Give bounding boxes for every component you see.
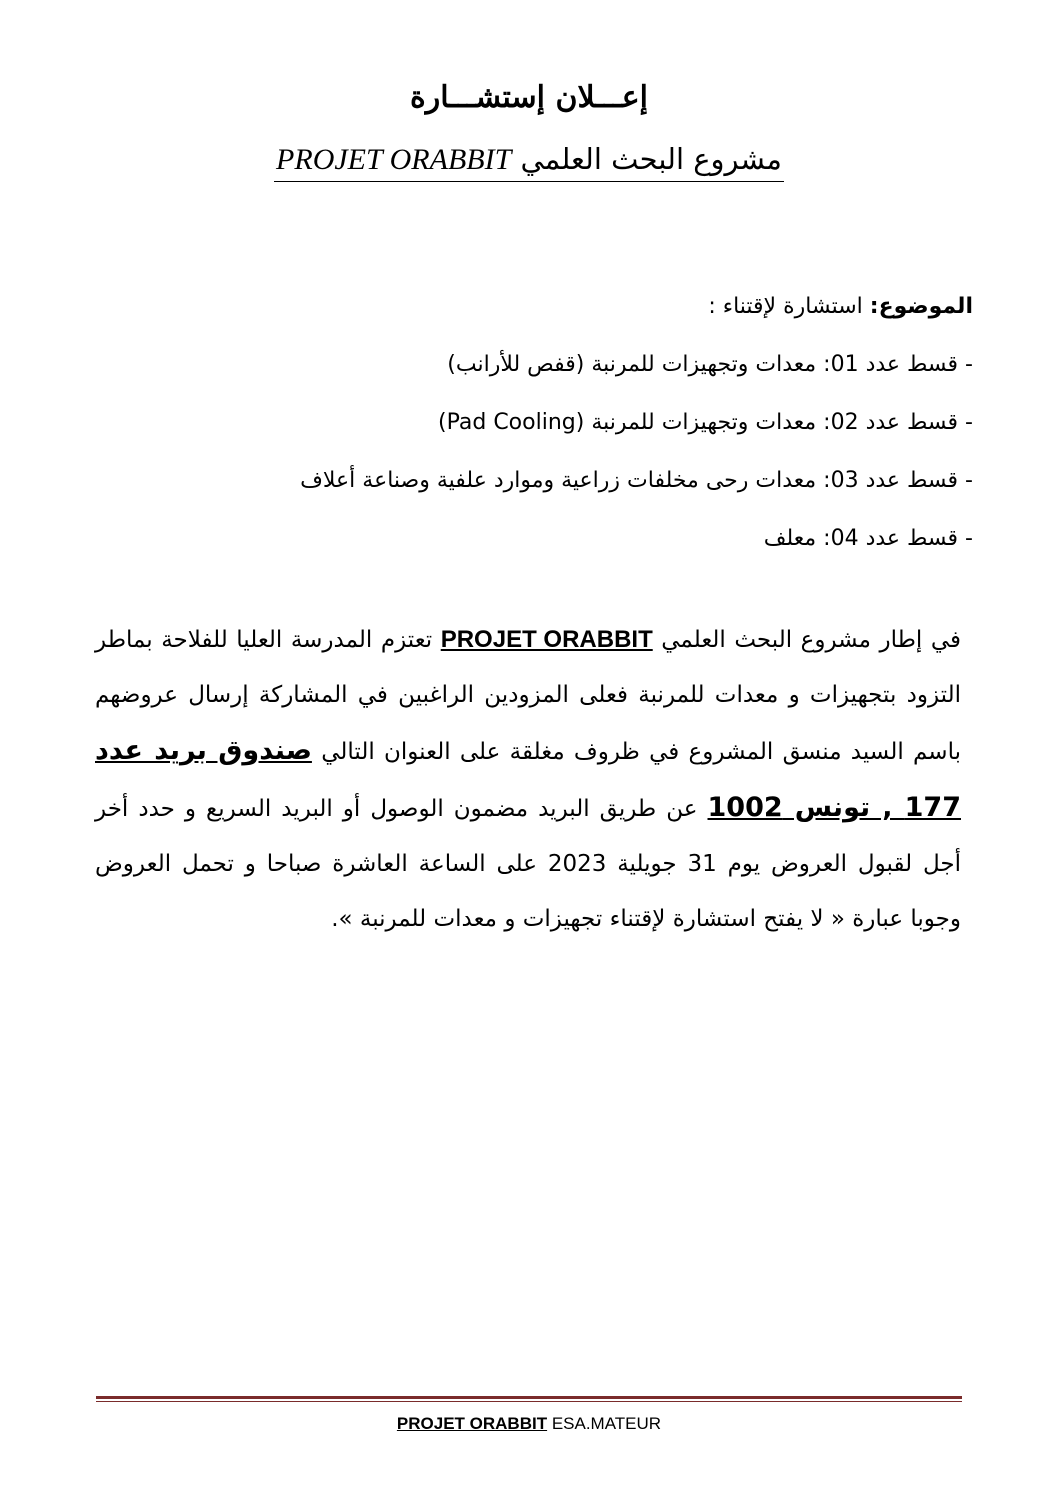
subtitle-arabic: مشروع البحث العلمي [520,142,782,176]
lot-item-3: - قسط عدد 03: معدات رحى مخلفات زراعية وموارد علفية وصناعة أعلاف [300,468,973,493]
subject-line [153,278,973,336]
paragraph-conclusion: عن طريق البريد مضمون الوصول أو البريد السريع و حدد أخر أجل لقبول العروض يوم 31 جويلية 2023 على الساعة العاشرة صباحا و تحمل العروض وجوبا عبارة « لا يفتح استشارة لإقتناء تجهيزات و معدات للمرنبة ». [95,796,961,932]
footer-project: PROJET ORABBIT [396,1414,548,1433]
subject-text: استشارة لإقتناء : [708,294,870,319]
lot-item-1: - قسط عدد 01: معدات وتجهيزات للمرنبة (قفص للأرانب) [447,352,973,377]
paragraph-intro: في إطار مشروع البحث العلمي [652,627,961,653]
lot-item-2-latin: (Pad Cooling) [438,410,585,435]
subtitle-latin: PROJET ORABBIT [276,143,512,176]
paragraph-address: صندوق بريد عدد 177 , تونس 1002 [95,735,961,823]
lot-item-4: - قسط عدد 04: معلف [763,526,973,551]
footer [0,1412,1058,1436]
main-paragraph [95,612,961,947]
project-subtitle-underlined [274,138,784,182]
footer-rule-thin [96,1401,962,1402]
footer-rule [96,1396,962,1399]
paragraph-project-name: PROJET ORABBIT [440,626,653,653]
announcement-title: إعـــلان إستشـــارة [410,80,648,115]
paragraph-body: تعتزم المدرسة العليا للفلاحة بماطر التزود بتجهيزات و معدات للمرنبة فعلى المزودين الراغبين في المشاركة إرسال عروضهم باسم السيد منسق المشروع في ظروف مغلقة على العنوان التالي [95,627,961,765]
subject-block [153,278,973,568]
footer-org: ESA.MATEUR [547,1414,662,1433]
subject-label: الموضوع: [869,294,973,319]
project-subtitle [0,138,1058,182]
lot-item-2 [153,394,973,452]
lot-item-2-text: - قسط عدد 02: معدات وتجهيزات للمرنبة [591,410,973,435]
